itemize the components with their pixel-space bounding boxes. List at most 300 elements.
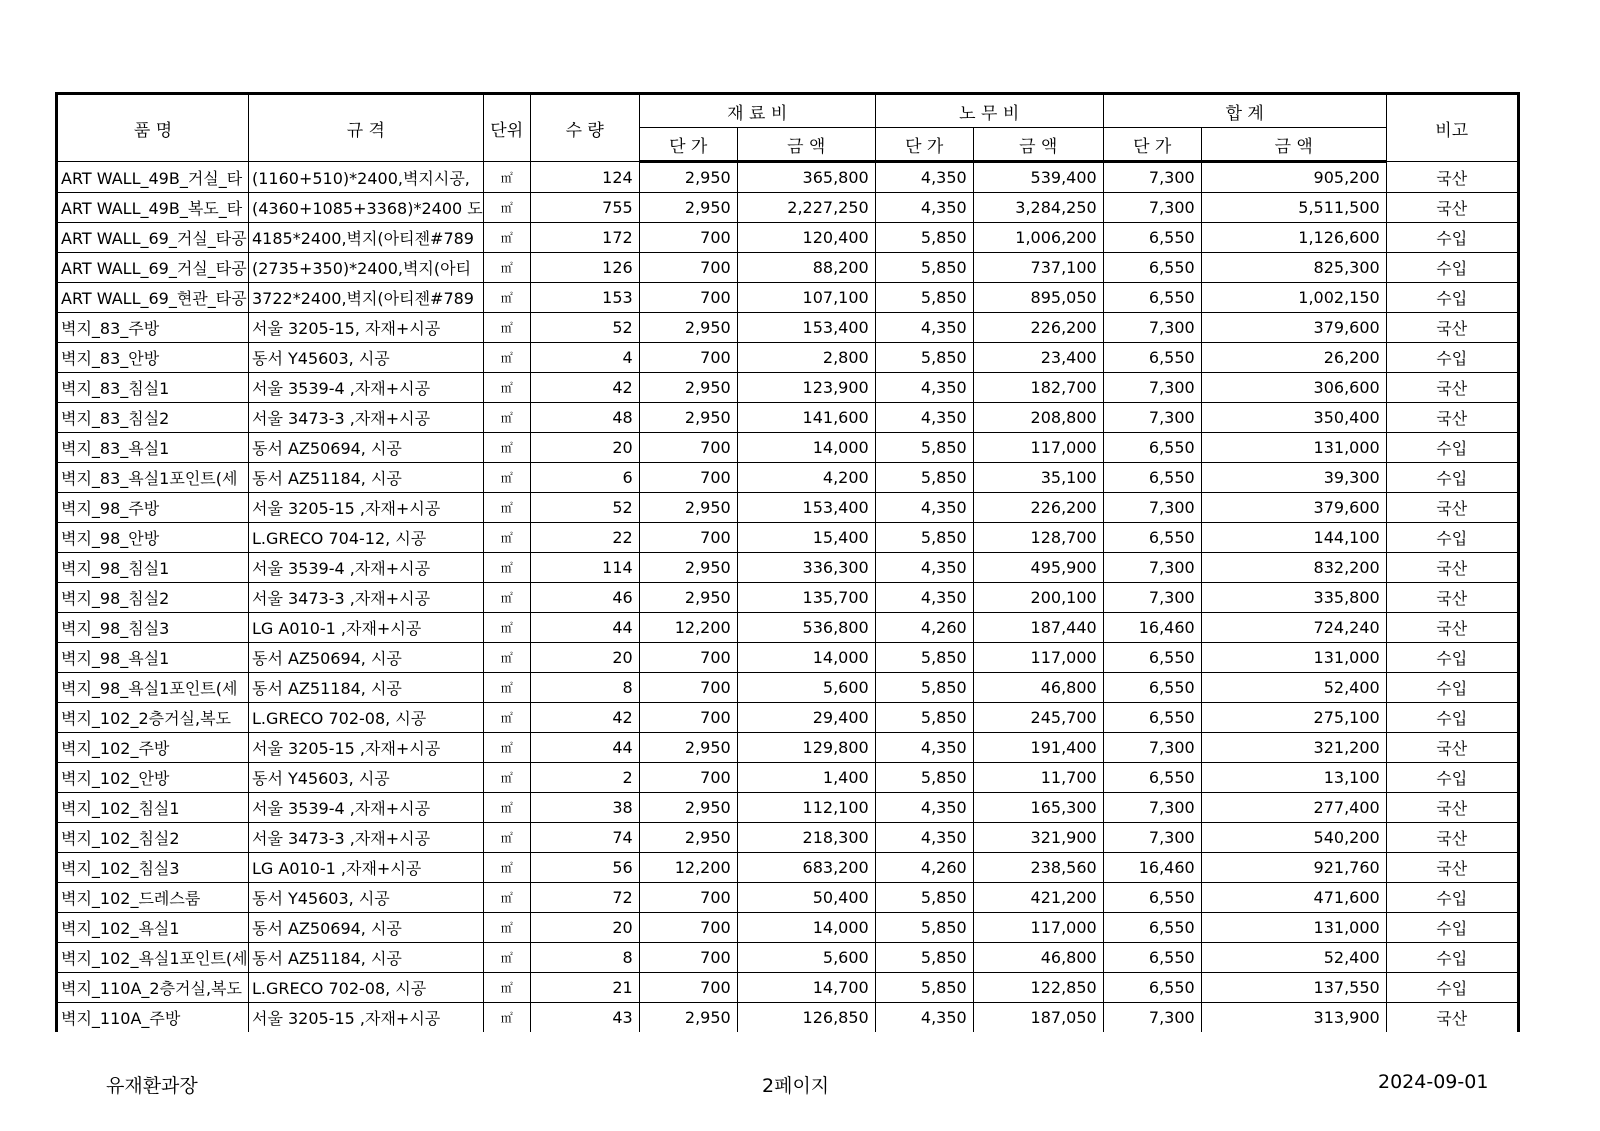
cell-total-amount: 144,100 [1201, 523, 1386, 553]
cell-labor-amount: 117,000 [973, 433, 1103, 463]
table-body [57, 162, 1519, 1033]
cell-labor-unit-price: 5,850 [875, 433, 973, 463]
cell-qty: 4 [530, 343, 639, 373]
cell-total-unit-price: 7,300 [1103, 162, 1201, 193]
cell-note: 국산 [1386, 313, 1518, 343]
cell-material-amount: 4,200 [737, 463, 875, 493]
cell-material-amount: 336,300 [737, 553, 875, 583]
cell-qty: 52 [530, 313, 639, 343]
cell-labor-amount: 3,284,250 [973, 193, 1103, 223]
cell-qty: 2 [530, 763, 639, 793]
cell-labor-unit-price: 4,350 [875, 162, 973, 193]
cell-labor-unit-price: 4,350 [875, 493, 973, 523]
table-row [57, 313, 1519, 343]
cell-labor-amount: 495,900 [973, 553, 1103, 583]
cell-labor-unit-price: 5,850 [875, 883, 973, 913]
cell-material-amount: 5,600 [737, 943, 875, 973]
cell-total-amount: 1,002,150 [1201, 283, 1386, 313]
cell-total-amount: 5,511,500 [1201, 193, 1386, 223]
table-row [57, 193, 1519, 223]
cell-material-amount: 153,400 [737, 493, 875, 523]
cell-total-unit-price: 6,550 [1103, 433, 1201, 463]
cell-spec: 서울 3473-3 ,자재+시공 [249, 583, 484, 613]
cell-note: 수입 [1386, 673, 1518, 703]
cell-name: 벽지_102_안방 [57, 763, 249, 793]
cell-qty: 43 [530, 1003, 639, 1033]
cell-labor-amount: 23,400 [973, 343, 1103, 373]
cell-note: 수입 [1386, 523, 1518, 553]
cell-name: 벽지_83_안방 [57, 343, 249, 373]
cell-name: 벽지_102_욕실1포인트(세 [57, 943, 249, 973]
cell-total-unit-price: 6,550 [1103, 283, 1201, 313]
header-total: 합 계 [1103, 94, 1386, 128]
cell-note: 수입 [1386, 223, 1518, 253]
cell-spec: 서울 3473-3 ,자재+시공 [249, 823, 484, 853]
cell-name: ART WALL_69_거실_타공 [57, 253, 249, 283]
cell-total-amount: 905,200 [1201, 162, 1386, 193]
table-row [57, 583, 1519, 613]
cell-unit: ㎡ [483, 343, 530, 373]
cell-note: 수입 [1386, 703, 1518, 733]
cell-qty: 46 [530, 583, 639, 613]
cell-total-unit-price: 6,550 [1103, 343, 1201, 373]
cell-spec: L.GRECO 702-08, 시공 [249, 703, 484, 733]
table-row [57, 493, 1519, 523]
cell-spec: 서울 3205-15 ,자재+시공 [249, 1003, 484, 1033]
cell-name: ART WALL_69_현관_타공 [57, 283, 249, 313]
cell-qty: 21 [530, 973, 639, 1003]
cell-labor-amount: 321,900 [973, 823, 1103, 853]
table-row [57, 433, 1519, 463]
header-labor-unit-price: 단 가 [875, 128, 973, 162]
cell-total-amount: 724,240 [1201, 613, 1386, 643]
cell-unit: ㎡ [483, 223, 530, 253]
cell-note: 수입 [1386, 913, 1518, 943]
cell-material-unit-price: 2,950 [639, 583, 737, 613]
cell-name: 벽지_110A_주방 [57, 1003, 249, 1033]
cell-material-amount: 15,400 [737, 523, 875, 553]
table-row [57, 162, 1519, 193]
cell-name: 벽지_98_욕실1포인트(세 [57, 673, 249, 703]
table-row [57, 373, 1519, 403]
cell-name: 벽지_83_침실1 [57, 373, 249, 403]
cell-name: 벽지_102_드레스룸 [57, 883, 249, 913]
cell-total-amount: 471,600 [1201, 883, 1386, 913]
cell-material-unit-price: 700 [639, 673, 737, 703]
cell-material-unit-price: 700 [639, 283, 737, 313]
cell-material-amount: 14,000 [737, 433, 875, 463]
cell-unit: ㎡ [483, 313, 530, 343]
table-row [57, 343, 1519, 373]
cell-labor-amount: 122,850 [973, 973, 1103, 1003]
cell-labor-unit-price: 5,850 [875, 283, 973, 313]
header-total-amount: 금 액 [1201, 128, 1386, 162]
cell-labor-amount: 1,006,200 [973, 223, 1103, 253]
cell-labor-amount: 200,100 [973, 583, 1103, 613]
cell-labor-unit-price: 5,850 [875, 943, 973, 973]
cell-material-amount: 14,000 [737, 913, 875, 943]
cell-material-unit-price: 700 [639, 433, 737, 463]
cell-material-amount: 365,800 [737, 162, 875, 193]
cell-note: 국산 [1386, 793, 1518, 823]
cell-total-amount: 52,400 [1201, 673, 1386, 703]
cell-material-unit-price: 700 [639, 703, 737, 733]
table-row [57, 523, 1519, 553]
cell-total-unit-price: 6,550 [1103, 913, 1201, 943]
cell-unit: ㎡ [483, 793, 530, 823]
cell-total-unit-price: 6,550 [1103, 973, 1201, 1003]
table-row [57, 913, 1519, 943]
cell-material-unit-price: 2,950 [639, 193, 737, 223]
cell-total-unit-price: 7,300 [1103, 553, 1201, 583]
cell-labor-amount: 128,700 [973, 523, 1103, 553]
cell-material-amount: 50,400 [737, 883, 875, 913]
cell-labor-amount: 238,560 [973, 853, 1103, 883]
cell-total-amount: 379,600 [1201, 313, 1386, 343]
cell-labor-unit-price: 4,350 [875, 553, 973, 583]
cell-material-amount: 14,700 [737, 973, 875, 1003]
cell-note: 국산 [1386, 553, 1518, 583]
cell-spec: L.GRECO 704-12, 시공 [249, 523, 484, 553]
cell-total-unit-price: 6,550 [1103, 943, 1201, 973]
cell-total-amount: 131,000 [1201, 913, 1386, 943]
cell-material-amount: 126,850 [737, 1003, 875, 1033]
cell-labor-amount: 165,300 [973, 793, 1103, 823]
cell-labor-amount: 245,700 [973, 703, 1103, 733]
cell-labor-unit-price: 5,850 [875, 763, 973, 793]
cell-total-amount: 277,400 [1201, 793, 1386, 823]
cell-spec: (4360+1085+3368)*2400 도 [249, 193, 484, 223]
cell-name: 벽지_98_욕실1 [57, 643, 249, 673]
cell-qty: 72 [530, 883, 639, 913]
cell-note: 수입 [1386, 763, 1518, 793]
cell-spec: 3722*2400,벽지(아티젠#789 [249, 283, 484, 313]
cell-qty: 114 [530, 553, 639, 583]
cell-total-amount: 275,100 [1201, 703, 1386, 733]
cell-name: 벽지_102_욕실1 [57, 913, 249, 943]
cell-spec: 서울 3539-4 ,자재+시공 [249, 793, 484, 823]
cell-qty: 124 [530, 162, 639, 193]
cell-qty: 56 [530, 853, 639, 883]
cell-material-unit-price: 700 [639, 523, 737, 553]
cell-note: 수입 [1386, 283, 1518, 313]
cell-material-amount: 218,300 [737, 823, 875, 853]
cell-labor-unit-price: 5,850 [875, 523, 973, 553]
cell-unit: ㎡ [483, 583, 530, 613]
cell-qty: 8 [530, 673, 639, 703]
cell-material-amount: 129,800 [737, 733, 875, 763]
cell-name: 벽지_102_주방 [57, 733, 249, 763]
cell-note: 수입 [1386, 463, 1518, 493]
cell-material-unit-price: 12,200 [639, 853, 737, 883]
cell-labor-amount: 35,100 [973, 463, 1103, 493]
cell-total-unit-price: 7,300 [1103, 373, 1201, 403]
cell-total-unit-price: 7,300 [1103, 493, 1201, 523]
cell-labor-unit-price: 5,850 [875, 223, 973, 253]
cell-qty: 42 [530, 703, 639, 733]
cell-material-unit-price: 2,950 [639, 1003, 737, 1033]
table-row [57, 793, 1519, 823]
cell-qty: 755 [530, 193, 639, 223]
cell-unit: ㎡ [483, 823, 530, 853]
cell-name: 벽지_98_침실1 [57, 553, 249, 583]
cell-total-amount: 131,000 [1201, 643, 1386, 673]
cell-labor-amount: 182,700 [973, 373, 1103, 403]
cell-material-unit-price: 2,950 [639, 403, 737, 433]
cell-spec: 동서 AZ51184, 시공 [249, 463, 484, 493]
cell-material-amount: 120,400 [737, 223, 875, 253]
cell-total-unit-price: 7,300 [1103, 793, 1201, 823]
cell-labor-amount: 208,800 [973, 403, 1103, 433]
cell-total-amount: 26,200 [1201, 343, 1386, 373]
cell-qty: 48 [530, 403, 639, 433]
cell-labor-amount: 226,200 [973, 313, 1103, 343]
table-row [57, 553, 1519, 583]
cell-name: 벽지_102_침실2 [57, 823, 249, 853]
cell-qty: 8 [530, 943, 639, 973]
cell-name: 벽지_83_욕실1포인트(세 [57, 463, 249, 493]
cell-material-amount: 1,400 [737, 763, 875, 793]
cell-note: 국산 [1386, 1003, 1518, 1033]
cell-material-amount: 5,600 [737, 673, 875, 703]
cell-unit: ㎡ [483, 162, 530, 193]
cell-qty: 6 [530, 463, 639, 493]
cell-name: ART WALL_49B_거실_타 [57, 162, 249, 193]
cell-material-amount: 29,400 [737, 703, 875, 733]
table-row [57, 883, 1519, 913]
table-row [57, 223, 1519, 253]
cell-qty: 153 [530, 283, 639, 313]
cell-name: 벽지_83_욕실1 [57, 433, 249, 463]
header-note: 비고 [1386, 94, 1518, 162]
cell-total-amount: 379,600 [1201, 493, 1386, 523]
cell-total-amount: 832,200 [1201, 553, 1386, 583]
cell-labor-amount: 421,200 [973, 883, 1103, 913]
cell-name: 벽지_102_침실3 [57, 853, 249, 883]
cell-material-amount: 536,800 [737, 613, 875, 643]
cell-unit: ㎡ [483, 493, 530, 523]
header-qty: 수 량 [530, 94, 639, 162]
cell-total-unit-price: 6,550 [1103, 643, 1201, 673]
cell-unit: ㎡ [483, 613, 530, 643]
cell-spec: 동서 AZ51184, 시공 [249, 943, 484, 973]
cell-unit: ㎡ [483, 403, 530, 433]
cell-unit: ㎡ [483, 973, 530, 1003]
cell-material-unit-price: 2,950 [639, 553, 737, 583]
cell-unit: ㎡ [483, 943, 530, 973]
cell-labor-unit-price: 5,850 [875, 973, 973, 1003]
cell-material-amount: 107,100 [737, 283, 875, 313]
table-row [57, 853, 1519, 883]
cell-qty: 38 [530, 793, 639, 823]
cell-qty: 126 [530, 253, 639, 283]
cell-spec: LG A010-1 ,자재+시공 [249, 853, 484, 883]
table-row [57, 283, 1519, 313]
cell-material-amount: 112,100 [737, 793, 875, 823]
cell-total-unit-price: 6,550 [1103, 253, 1201, 283]
footer-date: 2024-09-01 [1378, 1071, 1489, 1093]
table-row [57, 943, 1519, 973]
table-row [57, 1003, 1519, 1033]
cell-total-unit-price: 16,460 [1103, 853, 1201, 883]
cell-qty: 52 [530, 493, 639, 523]
header-material-unit-price: 단 가 [639, 128, 737, 162]
cell-material-unit-price: 700 [639, 913, 737, 943]
cell-material-unit-price: 700 [639, 253, 737, 283]
cell-labor-amount: 11,700 [973, 763, 1103, 793]
cell-material-unit-price: 2,950 [639, 793, 737, 823]
cell-labor-unit-price: 4,350 [875, 403, 973, 433]
cell-unit: ㎡ [483, 463, 530, 493]
cell-total-amount: 13,100 [1201, 763, 1386, 793]
table-row [57, 763, 1519, 793]
cell-total-unit-price: 7,300 [1103, 1003, 1201, 1033]
cell-total-amount: 313,900 [1201, 1003, 1386, 1033]
table-row [57, 673, 1519, 703]
footer-page-number: 2페이지 [762, 1075, 830, 1097]
cell-material-unit-price: 12,200 [639, 613, 737, 643]
cell-total-unit-price: 6,550 [1103, 763, 1201, 793]
cell-labor-unit-price: 5,850 [875, 343, 973, 373]
cell-labor-amount: 187,050 [973, 1003, 1103, 1033]
cell-note: 국산 [1386, 613, 1518, 643]
cell-note: 국산 [1386, 373, 1518, 403]
cell-note: 국산 [1386, 583, 1518, 613]
cell-name: 벽지_102_2층거실,복도 [57, 703, 249, 733]
cell-unit: ㎡ [483, 193, 530, 223]
cell-name: 벽지_83_주방 [57, 313, 249, 343]
cell-material-unit-price: 700 [639, 973, 737, 1003]
cell-material-unit-price: 2,950 [639, 162, 737, 193]
cell-material-unit-price: 700 [639, 763, 737, 793]
cell-labor-amount: 117,000 [973, 643, 1103, 673]
cell-total-unit-price: 16,460 [1103, 613, 1201, 643]
cell-unit: ㎡ [483, 433, 530, 463]
cell-spec: 동서 Y45603, 시공 [249, 343, 484, 373]
cell-spec: 서울 3539-4 ,자재+시공 [249, 553, 484, 583]
cell-total-unit-price: 6,550 [1103, 223, 1201, 253]
cell-labor-unit-price: 4,350 [875, 313, 973, 343]
header-material-amount: 금 액 [737, 128, 875, 162]
cell-total-amount: 1,126,600 [1201, 223, 1386, 253]
header-labor-amount: 금 액 [973, 128, 1103, 162]
cell-material-unit-price: 700 [639, 943, 737, 973]
cell-name: ART WALL_69_거실_타공 [57, 223, 249, 253]
cell-total-amount: 825,300 [1201, 253, 1386, 283]
cell-name: 벽지_98_침실2 [57, 583, 249, 613]
cell-note: 국산 [1386, 853, 1518, 883]
cell-spec: 동서 AZ50694, 시공 [249, 433, 484, 463]
cell-labor-unit-price: 5,850 [875, 673, 973, 703]
cell-total-amount: 921,760 [1201, 853, 1386, 883]
cell-labor-unit-price: 4,260 [875, 613, 973, 643]
cell-labor-unit-price: 5,850 [875, 913, 973, 943]
cell-qty: 44 [530, 613, 639, 643]
cell-name: 벽지_98_주방 [57, 493, 249, 523]
cell-material-unit-price: 2,950 [639, 313, 737, 343]
table-row [57, 463, 1519, 493]
cell-unit: ㎡ [483, 853, 530, 883]
cell-total-unit-price: 6,550 [1103, 463, 1201, 493]
table-row [57, 253, 1519, 283]
cell-unit: ㎡ [483, 553, 530, 583]
cell-total-amount: 350,400 [1201, 403, 1386, 433]
table-row [57, 733, 1519, 763]
cell-unit: ㎡ [483, 883, 530, 913]
cell-unit: ㎡ [483, 283, 530, 313]
cell-spec: LG A010-1 ,자재+시공 [249, 613, 484, 643]
cell-unit: ㎡ [483, 1003, 530, 1033]
cell-unit: ㎡ [483, 643, 530, 673]
cell-total-amount: 39,300 [1201, 463, 1386, 493]
cell-material-unit-price: 2,950 [639, 493, 737, 523]
cell-spec: 4185*2400,벽지(아티젠#789 [249, 223, 484, 253]
cell-total-amount: 306,600 [1201, 373, 1386, 403]
cell-labor-unit-price: 4,350 [875, 373, 973, 403]
cell-labor-amount: 737,100 [973, 253, 1103, 283]
cell-total-amount: 540,200 [1201, 823, 1386, 853]
cell-material-amount: 123,900 [737, 373, 875, 403]
cell-total-unit-price: 7,300 [1103, 583, 1201, 613]
cell-total-unit-price: 7,300 [1103, 823, 1201, 853]
cell-spec: 서울 3205-15 ,자재+시공 [249, 493, 484, 523]
cell-unit: ㎡ [483, 523, 530, 553]
cell-unit: ㎡ [483, 763, 530, 793]
cell-note: 국산 [1386, 733, 1518, 763]
cell-labor-amount: 187,440 [973, 613, 1103, 643]
cell-unit: ㎡ [483, 673, 530, 703]
cell-labor-unit-price: 4,350 [875, 733, 973, 763]
cell-unit: ㎡ [483, 373, 530, 403]
header-labor: 노 무 비 [875, 94, 1103, 128]
cell-qty: 20 [530, 913, 639, 943]
cell-note: 수입 [1386, 253, 1518, 283]
cell-total-unit-price: 7,300 [1103, 313, 1201, 343]
cell-spec: (1160+510)*2400,벽지시공, [249, 162, 484, 193]
cell-labor-amount: 226,200 [973, 493, 1103, 523]
cell-total-unit-price: 6,550 [1103, 883, 1201, 913]
cell-total-unit-price: 6,550 [1103, 523, 1201, 553]
cell-qty: 20 [530, 643, 639, 673]
footer-author: 유재환과장 [106, 1075, 198, 1097]
cell-total-amount: 321,200 [1201, 733, 1386, 763]
cell-note: 수입 [1386, 883, 1518, 913]
cell-spec: 동서 AZ50694, 시공 [249, 643, 484, 673]
cell-spec: 동서 Y45603, 시공 [249, 763, 484, 793]
cell-labor-unit-price: 4,350 [875, 793, 973, 823]
cell-labor-unit-price: 4,260 [875, 853, 973, 883]
cell-material-amount: 135,700 [737, 583, 875, 613]
cell-material-unit-price: 700 [639, 643, 737, 673]
cell-labor-unit-price: 5,850 [875, 703, 973, 733]
cell-material-amount: 2,227,250 [737, 193, 875, 223]
table-row [57, 643, 1519, 673]
cell-labor-unit-price: 5,850 [875, 253, 973, 283]
header-unit: 단위 [483, 94, 530, 162]
cell-spec: 동서 AZ51184, 시공 [249, 673, 484, 703]
cell-labor-amount: 46,800 [973, 673, 1103, 703]
cell-material-amount: 153,400 [737, 313, 875, 343]
cell-note: 국산 [1386, 162, 1518, 193]
cell-labor-unit-price: 4,350 [875, 193, 973, 223]
cell-spec: 서울 3205-15 ,자재+시공 [249, 733, 484, 763]
cell-note: 국산 [1386, 493, 1518, 523]
table-row [57, 403, 1519, 433]
header-material: 재 료 비 [639, 94, 875, 128]
cell-qty: 172 [530, 223, 639, 253]
cell-total-amount: 52,400 [1201, 943, 1386, 973]
cell-labor-unit-price: 4,350 [875, 823, 973, 853]
